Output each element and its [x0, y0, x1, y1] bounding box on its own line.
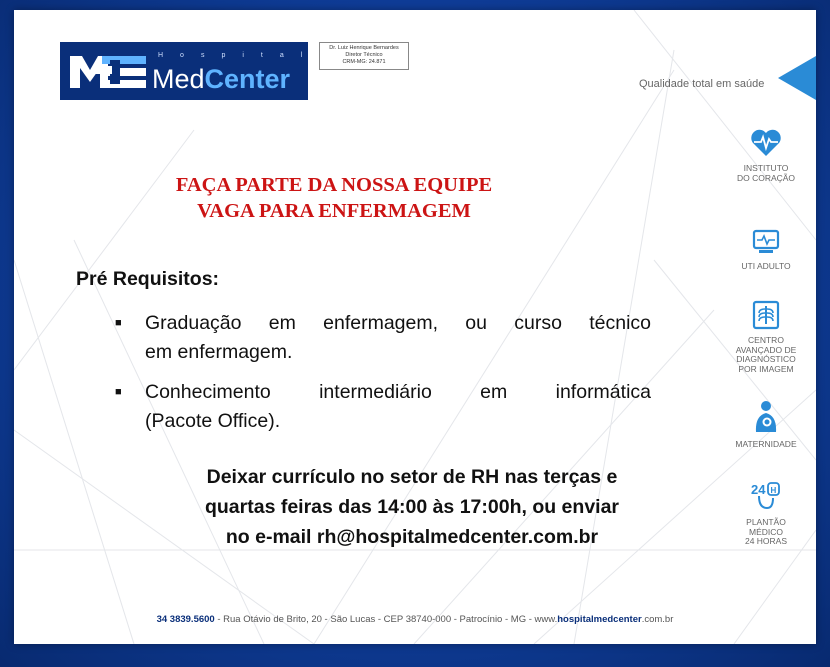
- service-label-line: AVANÇADO DE: [735, 344, 797, 355]
- footer-contact: [14, 614, 816, 625]
- director-name: Dr. Luiz Henrique Bernardes: [329, 45, 399, 51]
- footer-phone: 34 3839.5600: [156, 614, 215, 625]
- bullet-square-icon: ■: [115, 386, 122, 398]
- service-instituto-coracao: [716, 128, 816, 183]
- service-centro-diagnostico: [716, 300, 816, 374]
- requirement-1-line-2: em enfermagem.: [145, 341, 293, 363]
- instructions-line-2: quartas feiras das 14:00 às 17:00h, ou enviar: [204, 496, 620, 518]
- service-label-line: POR IMAGEM: [738, 363, 794, 374]
- bullet-square-icon: ■: [115, 317, 122, 329]
- service-label-line: DIAGNÓSTICO: [736, 354, 796, 364]
- logo-hospital-text: Hospital: [158, 52, 320, 59]
- service-label-line: MATERNIDADE: [735, 439, 797, 449]
- service-label-line: 24 HORAS: [744, 536, 788, 546]
- mother-baby-icon: [751, 400, 781, 434]
- service-label-line: MÉDICO: [749, 526, 783, 537]
- prerequisites-heading: Pré Requisitos:: [76, 268, 220, 290]
- corner-triangle-decoration: [778, 56, 816, 100]
- headline-line-1: FAÇA PARTE DA NOSSA EQUIPE: [175, 174, 493, 196]
- service-maternidade: [716, 400, 816, 450]
- headline-line-2: VAGA PARA ENFERMAGEM: [197, 200, 471, 222]
- footer-domain-tail: .com.br: [641, 614, 674, 625]
- footer-domain-bold: hospitalmedcenter: [557, 614, 642, 625]
- requirement-2-line-2: (Pacote Office).: [145, 410, 281, 432]
- 24h-stethoscope-icon: [749, 480, 783, 512]
- logo-medcenter-text: [152, 64, 290, 94]
- service-label-line: CENTRO: [748, 335, 784, 345]
- heart-pulse-icon: [749, 128, 783, 158]
- footer-address: - Rua Otávio de Brito, 20 - São Lucas - CEP 38740-000 - Patrocínio - MG - www.: [214, 614, 558, 625]
- xray-ribcage-icon: [751, 300, 781, 330]
- requirement-item-2: [115, 378, 651, 436]
- service-plantao-24h: [716, 480, 816, 547]
- service-uti-adulto: [716, 228, 816, 272]
- application-instructions: [174, 462, 650, 552]
- service-label-line: UTI ADULTO: [741, 261, 791, 271]
- instructions-line-3: no e-mail rh@hospitalmedcenter.com.br: [225, 526, 599, 548]
- monitor-pulse-icon: [751, 228, 781, 256]
- requirement-2-line-1: Conhecimento intermediário em informática: [145, 381, 651, 403]
- instructions-line-1: Deixar currículo no setor de RH nas terças e: [206, 466, 618, 488]
- service-label-line: INSTITUTO: [743, 163, 789, 173]
- director-role: Diretor Técnico: [345, 52, 383, 58]
- service-label-line: DO CORAÇÃO: [736, 172, 796, 183]
- director-crm: CRM-MG: 24.871: [342, 59, 386, 65]
- service-label-line: PLANTÃO: [746, 517, 786, 527]
- mc-monogram-icon: [68, 52, 148, 90]
- svg-text:24: 24: [751, 482, 766, 497]
- slogan-text: Qualidade total em saúde: [639, 78, 765, 90]
- logo-center-word: Center: [204, 64, 291, 94]
- medcenter-logo: [60, 42, 320, 100]
- logo-med-word: Med: [152, 64, 205, 94]
- svg-text:H: H: [770, 486, 777, 495]
- requirement-1-line-1: Graduação em enfermagem, ou curso técnico: [145, 312, 651, 334]
- director-info-box: [319, 42, 409, 70]
- flyer-sheet: [14, 10, 816, 644]
- requirement-item-1: [115, 309, 651, 367]
